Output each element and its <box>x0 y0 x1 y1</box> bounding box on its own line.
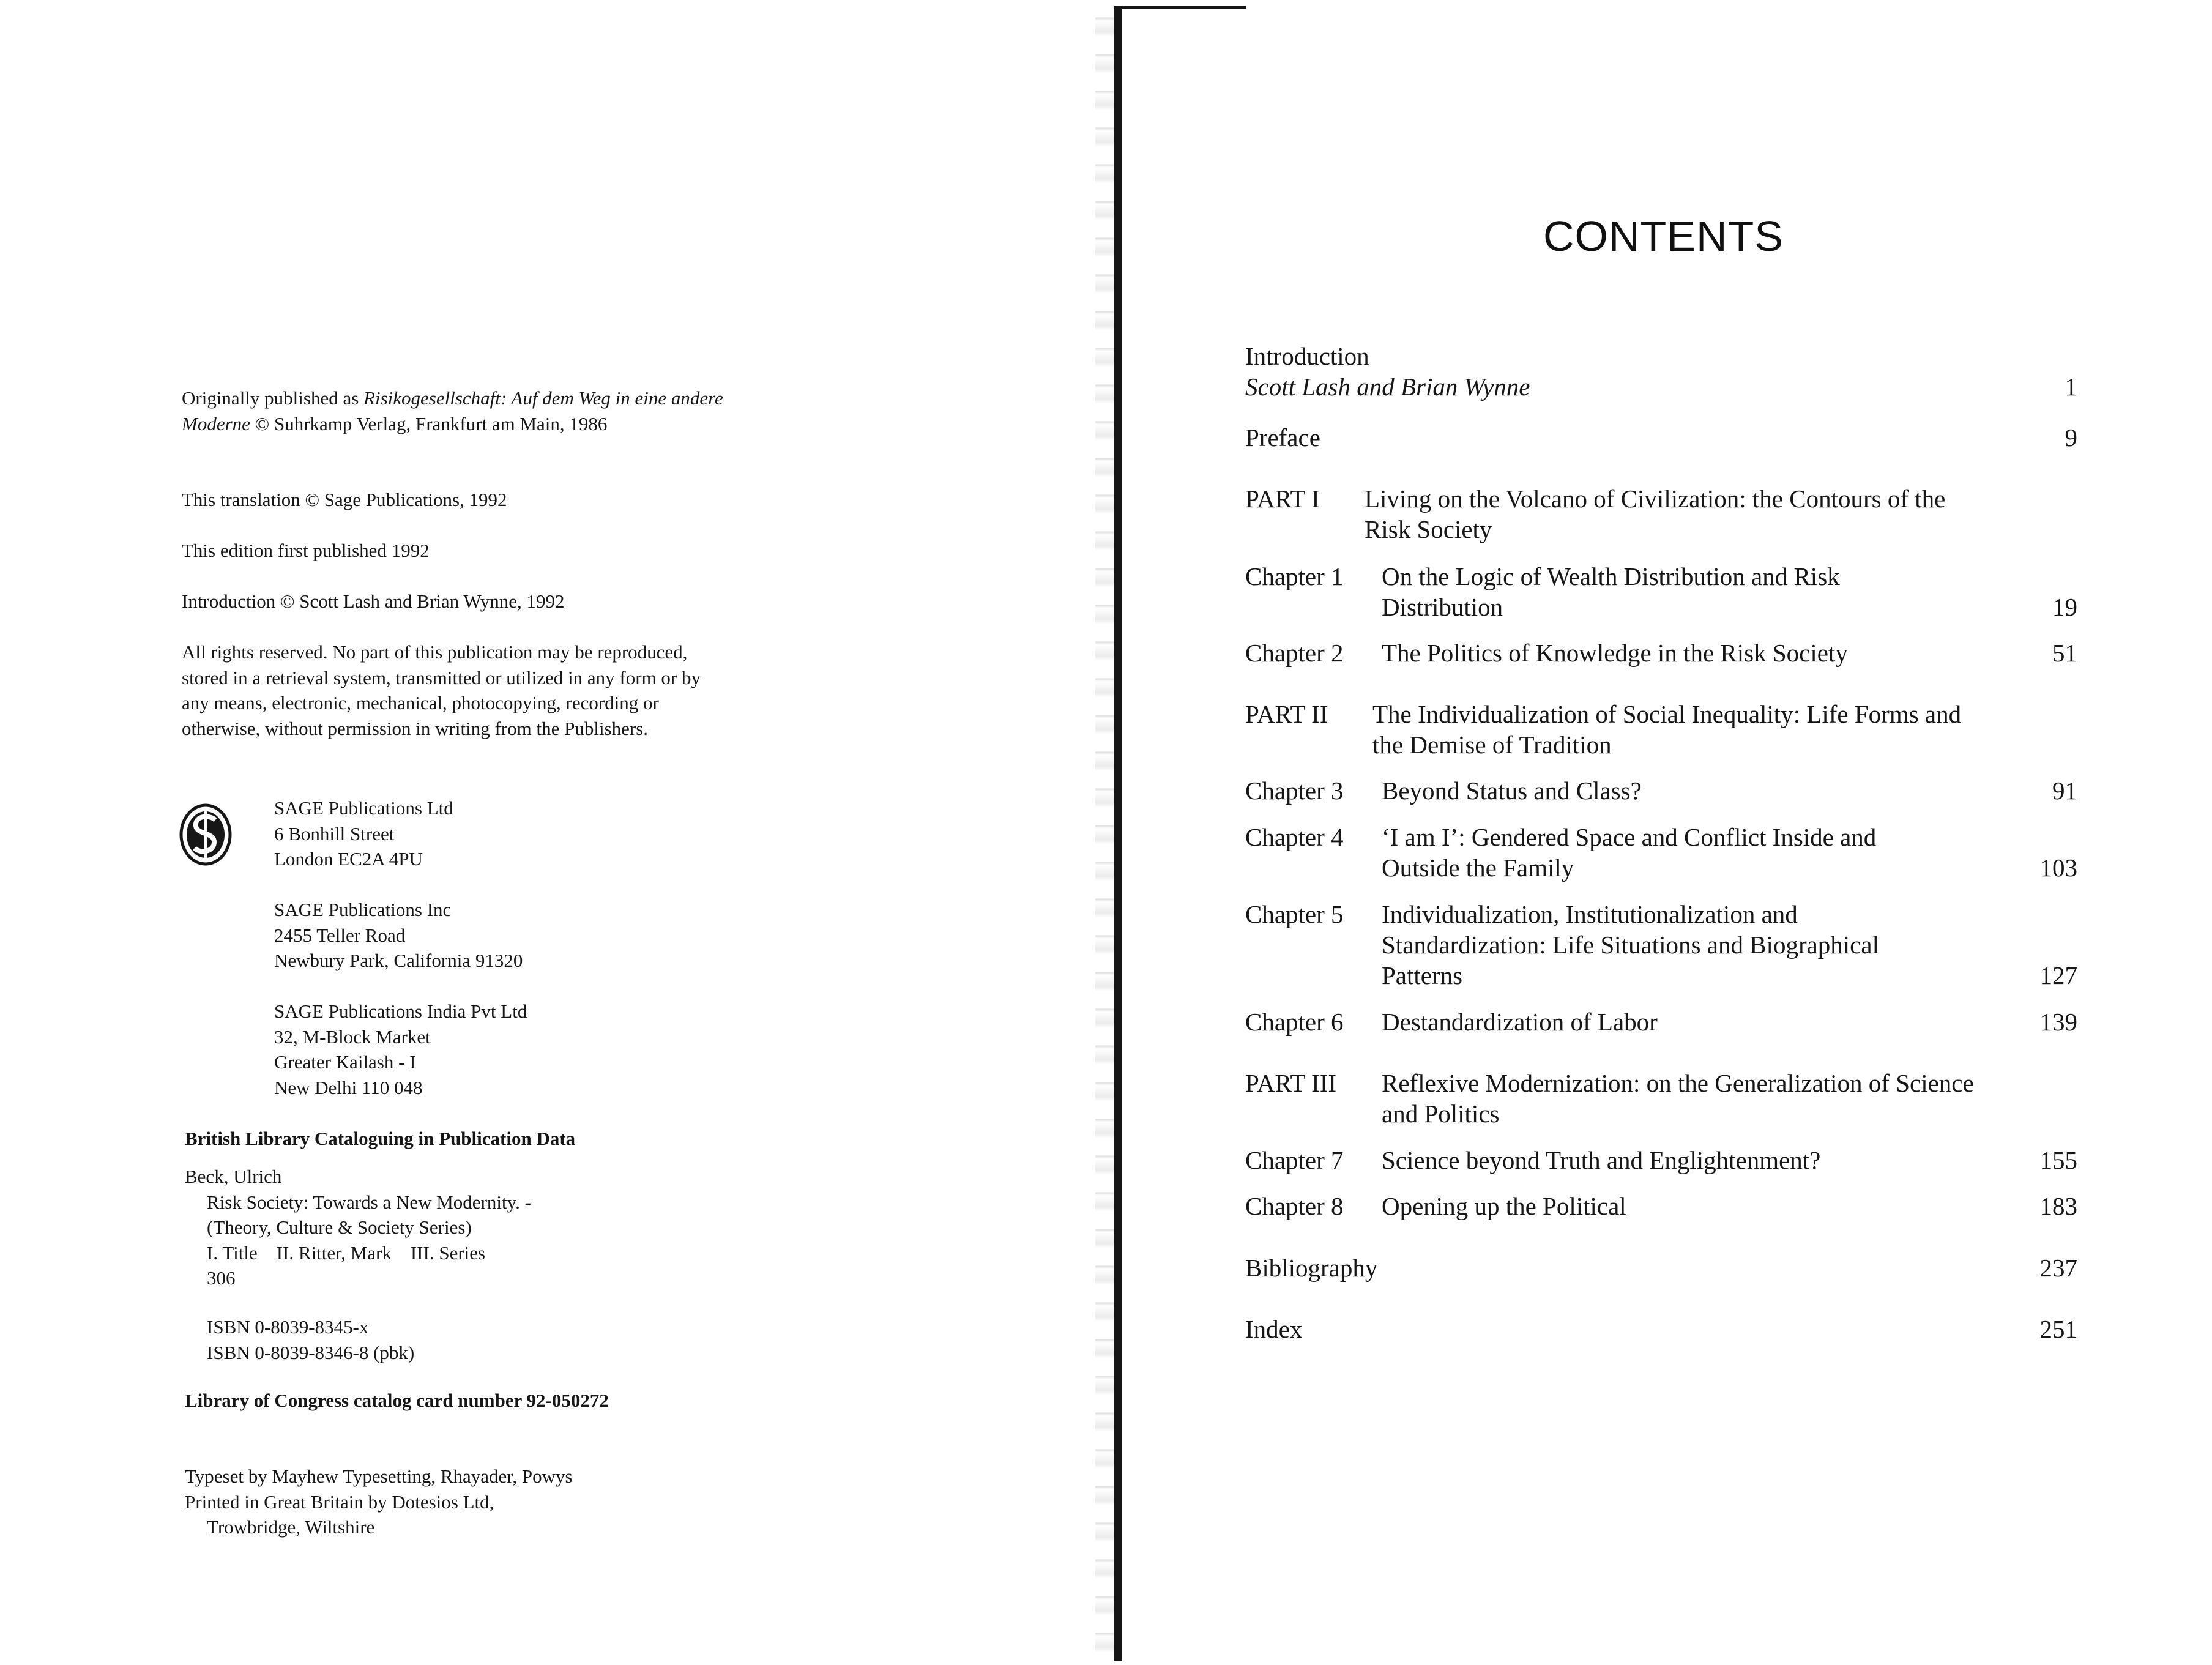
cip-heading-text: British Library Cataloguing in Publication Data <box>185 1128 576 1149</box>
address-line: Greater Kailash - I <box>274 1051 416 1073</box>
toc-part-title: The Individualization of Social Inequality: Life Forms and <box>1372 700 1962 728</box>
toc-page-number: 251 <box>2039 1315 2077 1343</box>
toc-page-number: 155 <box>2039 1146 2077 1174</box>
toc-chapter-1 <box>1245 561 2077 622</box>
address-line: 6 Bonhill Street <box>274 822 395 844</box>
toc-page-number: 9 <box>2065 423 2077 452</box>
toc-page-number: 51 <box>2052 639 2077 667</box>
toc-chapter-label: Chapter 4 <box>1245 823 1344 851</box>
toc-part-title: and Politics <box>1382 1100 1500 1128</box>
contents-title: CONTENTS <box>1543 212 1784 260</box>
toc-chapter-label: Chapter 3 <box>1245 777 1344 805</box>
toc-part-title: Living on the Volcano of Civilization: the Contours of the <box>1365 485 1946 513</box>
toc-entry-label: Introduction <box>1245 342 1369 370</box>
typeset-line: Typeset by Mayhew Typesetting, Rhayader, Powys <box>185 1466 573 1487</box>
cip-line: Risk Society: Towards a New Modernity. - <box>207 1191 531 1213</box>
cip-line: 306 <box>207 1267 236 1289</box>
toc-entry-label: Preface <box>1245 423 1320 452</box>
address-line: SAGE Publications Inc <box>274 899 452 920</box>
toc-entry-preface <box>1245 422 2077 453</box>
translation-text: This translation © Sage Publications, 1992 <box>182 489 507 510</box>
page-edge <box>1117 6 1246 9</box>
copyright-page <box>0 0 1083 1665</box>
address-us <box>274 897 523 974</box>
address-line: Newbury Park, California 91320 <box>274 950 523 971</box>
isbn-line: ISBN 0-8039-8345-x <box>207 1316 369 1338</box>
introduction-note <box>182 589 565 614</box>
toc-chapter-label: Chapter 7 <box>1245 1146 1344 1174</box>
toc-page-number: 103 <box>2039 854 2077 882</box>
toc-page-number: 127 <box>2039 961 2077 989</box>
toc-entry-label: Bibliography <box>1245 1254 1378 1282</box>
toc-chapter-5 <box>1245 899 2077 991</box>
address-uk <box>274 795 453 872</box>
toc-chapter-title: Destandardization of Labor <box>1382 1008 1658 1036</box>
toc-entry-label: Index <box>1245 1315 1303 1343</box>
toc-chapter-label: Chapter 6 <box>1245 1008 1344 1036</box>
toc-part-label: PART III <box>1245 1069 1337 1097</box>
address-line: SAGE Publications India Pvt Ltd <box>274 1000 527 1022</box>
toc-part-label: PART I <box>1245 485 1320 513</box>
address-india <box>274 999 527 1100</box>
rights-text: All rights reserved. No part of this publication may be reproduced, stored in a retrieval system, transmitted or utilized in any form or by any means, electronic, mechanical, photocopying, recording or otherwise, without permission in writing from the Publishers. <box>182 641 701 739</box>
toc-chapter-title: Outside the Family <box>1382 854 1574 882</box>
toc-page-number: 237 <box>2039 1254 2077 1282</box>
cip-heading <box>185 1126 575 1152</box>
toc-chapter-title: The Politics of Knowledge in the Risk Society <box>1382 639 1848 667</box>
toc-page-number: 19 <box>2052 593 2077 621</box>
address-line: 2455 Teller Road <box>274 924 406 946</box>
toc-entry-bibliography <box>1245 1253 2077 1283</box>
cip-line: (Theory, Culture & Society Series) <box>207 1216 472 1238</box>
toc-page-number: 91 <box>2052 777 2077 805</box>
isbn-block <box>207 1314 414 1365</box>
toc-chapter-7 <box>1245 1145 2077 1175</box>
toc-chapter-title: Patterns <box>1382 961 1463 989</box>
original-pub-prefix: Originally published as <box>182 387 364 409</box>
cip-data <box>185 1164 531 1291</box>
toc-page-number: 139 <box>2039 1008 2077 1036</box>
toc-chapter-title: On the Logic of Wealth Distribution and Risk <box>1382 562 1840 590</box>
toc-part-title: Reflexive Modernization: on the Generalization of Science <box>1382 1069 1974 1097</box>
toc-chapter-4 <box>1245 822 2077 883</box>
toc-chapter-title: Individualization, Institutionalization and <box>1382 900 1798 928</box>
book-gutter-shadow <box>1095 0 1114 1665</box>
edition-text: This edition first published 1992 <box>182 540 430 561</box>
book-gutter <box>1114 6 1122 1661</box>
toc-entry-authors: Scott Lash and Brian Wynne <box>1245 373 1530 401</box>
toc-page-number: 183 <box>2039 1192 2077 1220</box>
toc-chapter-label: Chapter 8 <box>1245 1192 1344 1220</box>
toc-chapter-label: Chapter 2 <box>1245 639 1344 667</box>
toc-chapter-label: Chapter 5 <box>1245 900 1344 928</box>
edition-note <box>182 538 430 564</box>
toc-part-label: PART II <box>1245 700 1328 728</box>
rights-statement <box>182 639 732 741</box>
toc-chapter-title: Science beyond Truth and Englightenment? <box>1382 1146 1821 1174</box>
address-line: SAGE Publications Ltd <box>274 797 453 819</box>
address-line: London EC2A 4PU <box>274 848 423 870</box>
cip-line: Beck, Ulrich <box>185 1166 282 1187</box>
toc-part-title: the Demise of Tradition <box>1372 731 1612 759</box>
translation-note <box>182 487 507 513</box>
address-line: New Delhi 110 048 <box>274 1076 423 1098</box>
cip-line: I. Title II. Ritter, Mark III. Series <box>207 1242 486 1264</box>
address-line: 32, M-Block Market <box>274 1026 431 1048</box>
typeset-line: Printed in Great Britain by Dotesios Ltd, <box>185 1491 494 1513</box>
loc-text: Library of Congress catalog card number 92-050272 <box>185 1390 609 1411</box>
toc-chapter-3 <box>1245 775 2077 806</box>
original-title: Risikogesellschaft: Auf dem Weg in eine andere Moderne <box>182 387 723 434</box>
toc-entry-introduction <box>1245 341 2077 402</box>
toc-entry-index <box>1245 1314 2077 1344</box>
toc-chapter-title: Opening up the Political <box>1382 1192 1626 1220</box>
toc-chapter-6 <box>1245 1007 2077 1037</box>
introduction-copyright-text: Introduction © Scott Lash and Brian Wynne, 1992 <box>182 590 565 612</box>
sage-logo-icon <box>179 803 233 866</box>
isbn-line: ISBN 0-8039-8346-8 (pbk) <box>207 1341 415 1363</box>
toc-chapter-8 <box>1245 1191 2077 1221</box>
loc-note <box>185 1388 609 1414</box>
original-pub-suffix: © Suhrkamp Verlag, Frankfurt am Main, 1986 <box>250 412 608 434</box>
toc-part-title: Risk Society <box>1365 515 1492 543</box>
typeset-note <box>185 1464 573 1540</box>
toc-chapter-title: Beyond Status and Class? <box>1382 777 1642 805</box>
toc-page-number: 1 <box>2065 373 2077 401</box>
toc-chapter-label: Chapter 1 <box>1245 562 1344 590</box>
toc-chapter-2 <box>1245 638 2077 668</box>
typeset-line: Trowbridge, Wiltshire <box>207 1516 375 1538</box>
original-publication-note <box>182 386 732 436</box>
toc-chapter-title: ‘I am I’: Gendered Space and Conflict Inside and <box>1382 823 1877 851</box>
toc-chapter-title: Standardization: Life Situations and Biographical <box>1382 931 1879 959</box>
toc-chapter-title: Distribution <box>1382 593 1503 621</box>
